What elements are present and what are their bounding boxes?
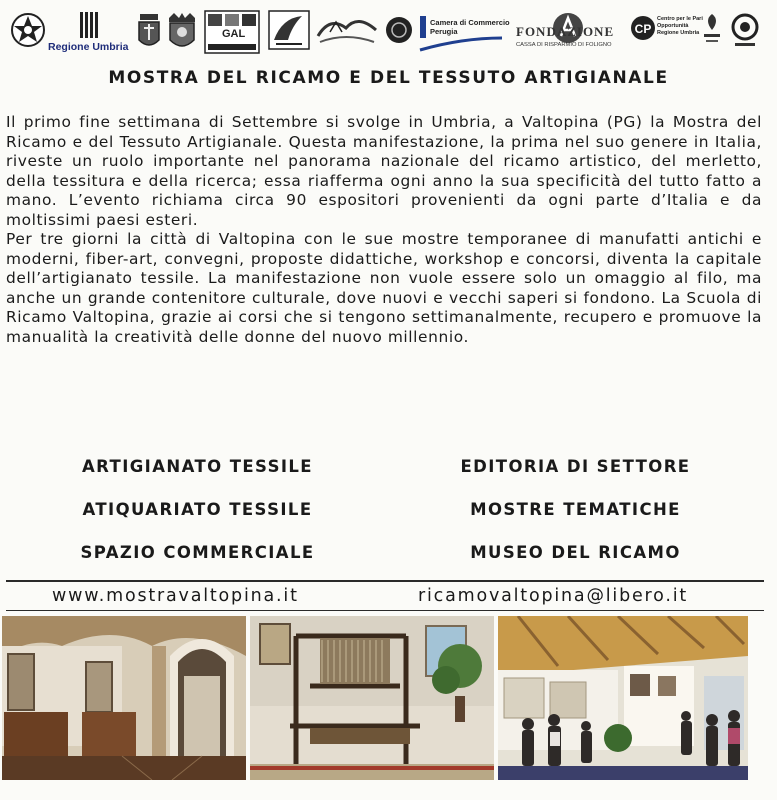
svg-text:CP: CP (634, 22, 652, 36)
pari-opportunita-text-line2: Opportunità (657, 23, 689, 29)
provincia-crest-icon (136, 10, 162, 58)
regione-umbria-text: Regione Umbria (48, 41, 129, 53)
bottom-divider (6, 610, 764, 611)
pari-opportunita-text-line3: Regione Umbria (657, 30, 700, 36)
pari-opportunita-text-line1: Centro per le Pari (657, 16, 703, 22)
pro-loco-icon (700, 10, 724, 58)
fondazione-subtext: CASSA DI RISPARMIO DI FOLIGNO (516, 42, 612, 48)
page-title: MOSTRA DEL RICAMO E DEL TESSUTO ARTIGIANALE (108, 68, 669, 88)
category-museo-del-ricamo: MUSEO DEL RICAMO (470, 543, 681, 562)
camera-commercio-text-line1: Camera di Commercio (430, 18, 510, 27)
category-atiquariato-tessile: ATIQUARIATO TESSILE (82, 500, 313, 519)
category-spazio-commerciale: SPAZIO COMMERCIALE (80, 543, 315, 562)
loom-photo (250, 616, 494, 780)
top-divider (6, 580, 764, 582)
gal-text: GAL (222, 28, 246, 40)
email-link[interactable]: ricamovaltopina@libero.it (418, 586, 689, 606)
museum-interior-photo (2, 616, 246, 780)
paragraph-intro: Il primo fine settimana di Settembre si svolge in Umbria, a Valtopina (PG) la Mostra del Ricamo e del Tessuto Artigianale. Questa manifestazione, la prima nel suo genere in Italia, riveste un ruolo importante nel panorama nazionale del ricamo artistico, del merletto, della tessitura e della ricerca; essa riafferma ogni anno la sua specificità del tutto fatto a mano. L’evento richiama circa 90 espositori provenienti da ogni parte d’Italia e da moltissimi paesi esteri. (6, 113, 762, 229)
landscape-logo-icon (316, 10, 378, 58)
bottom-margin (0, 780, 777, 800)
leader-logo-icon (268, 10, 310, 58)
round-badge-icon (730, 10, 760, 58)
category-mostre-tematiche: MOSTRE TEMATICHE (470, 500, 681, 519)
fondazione-text: FONDAZIONE (516, 24, 615, 39)
camera-commercio-logo (418, 10, 510, 58)
exhibition-hall-photo (498, 616, 748, 780)
paragraph-details: Per tre giorni la città di Valtopina con le sue mostre temporanee di manufatti antichi e moderni, fiber-art, convegni, proposte didattiche, workshop e concorsi, diventa la capitale dell’artigianato tessile. La manifestazione non vuole essere solo un omaggio al filo, ma anche un grande contenitore culturale, dove nuovi e vecchi saperi si fondono. La Scuola di Ricamo Valtopina, grazie ai corsi che si tengono settimanalmente, recupero e promuove la manualità la creatività delle donne del nuovo millennio. (6, 230, 762, 346)
comune-crest-icon (166, 10, 198, 58)
sponsor-logos-bar (0, 10, 777, 58)
camera-commercio-text-line2: Perugia (430, 27, 458, 36)
round-seal-icon (384, 10, 414, 58)
category-artigianato-tessile: ARTIGIANATO TESSILE (82, 457, 313, 476)
category-editoria-di-settore: EDITORIA DI SETTORE (460, 457, 691, 476)
gal-logo (204, 10, 260, 58)
website-link[interactable]: www.mostravaltopina.it (52, 586, 299, 606)
description-text (6, 113, 762, 347)
pari-opportunita-logo (630, 10, 703, 58)
regione-umbria-logo (48, 10, 132, 58)
fondazione-logo (512, 10, 624, 58)
repubblica-emblem-icon (10, 10, 46, 58)
